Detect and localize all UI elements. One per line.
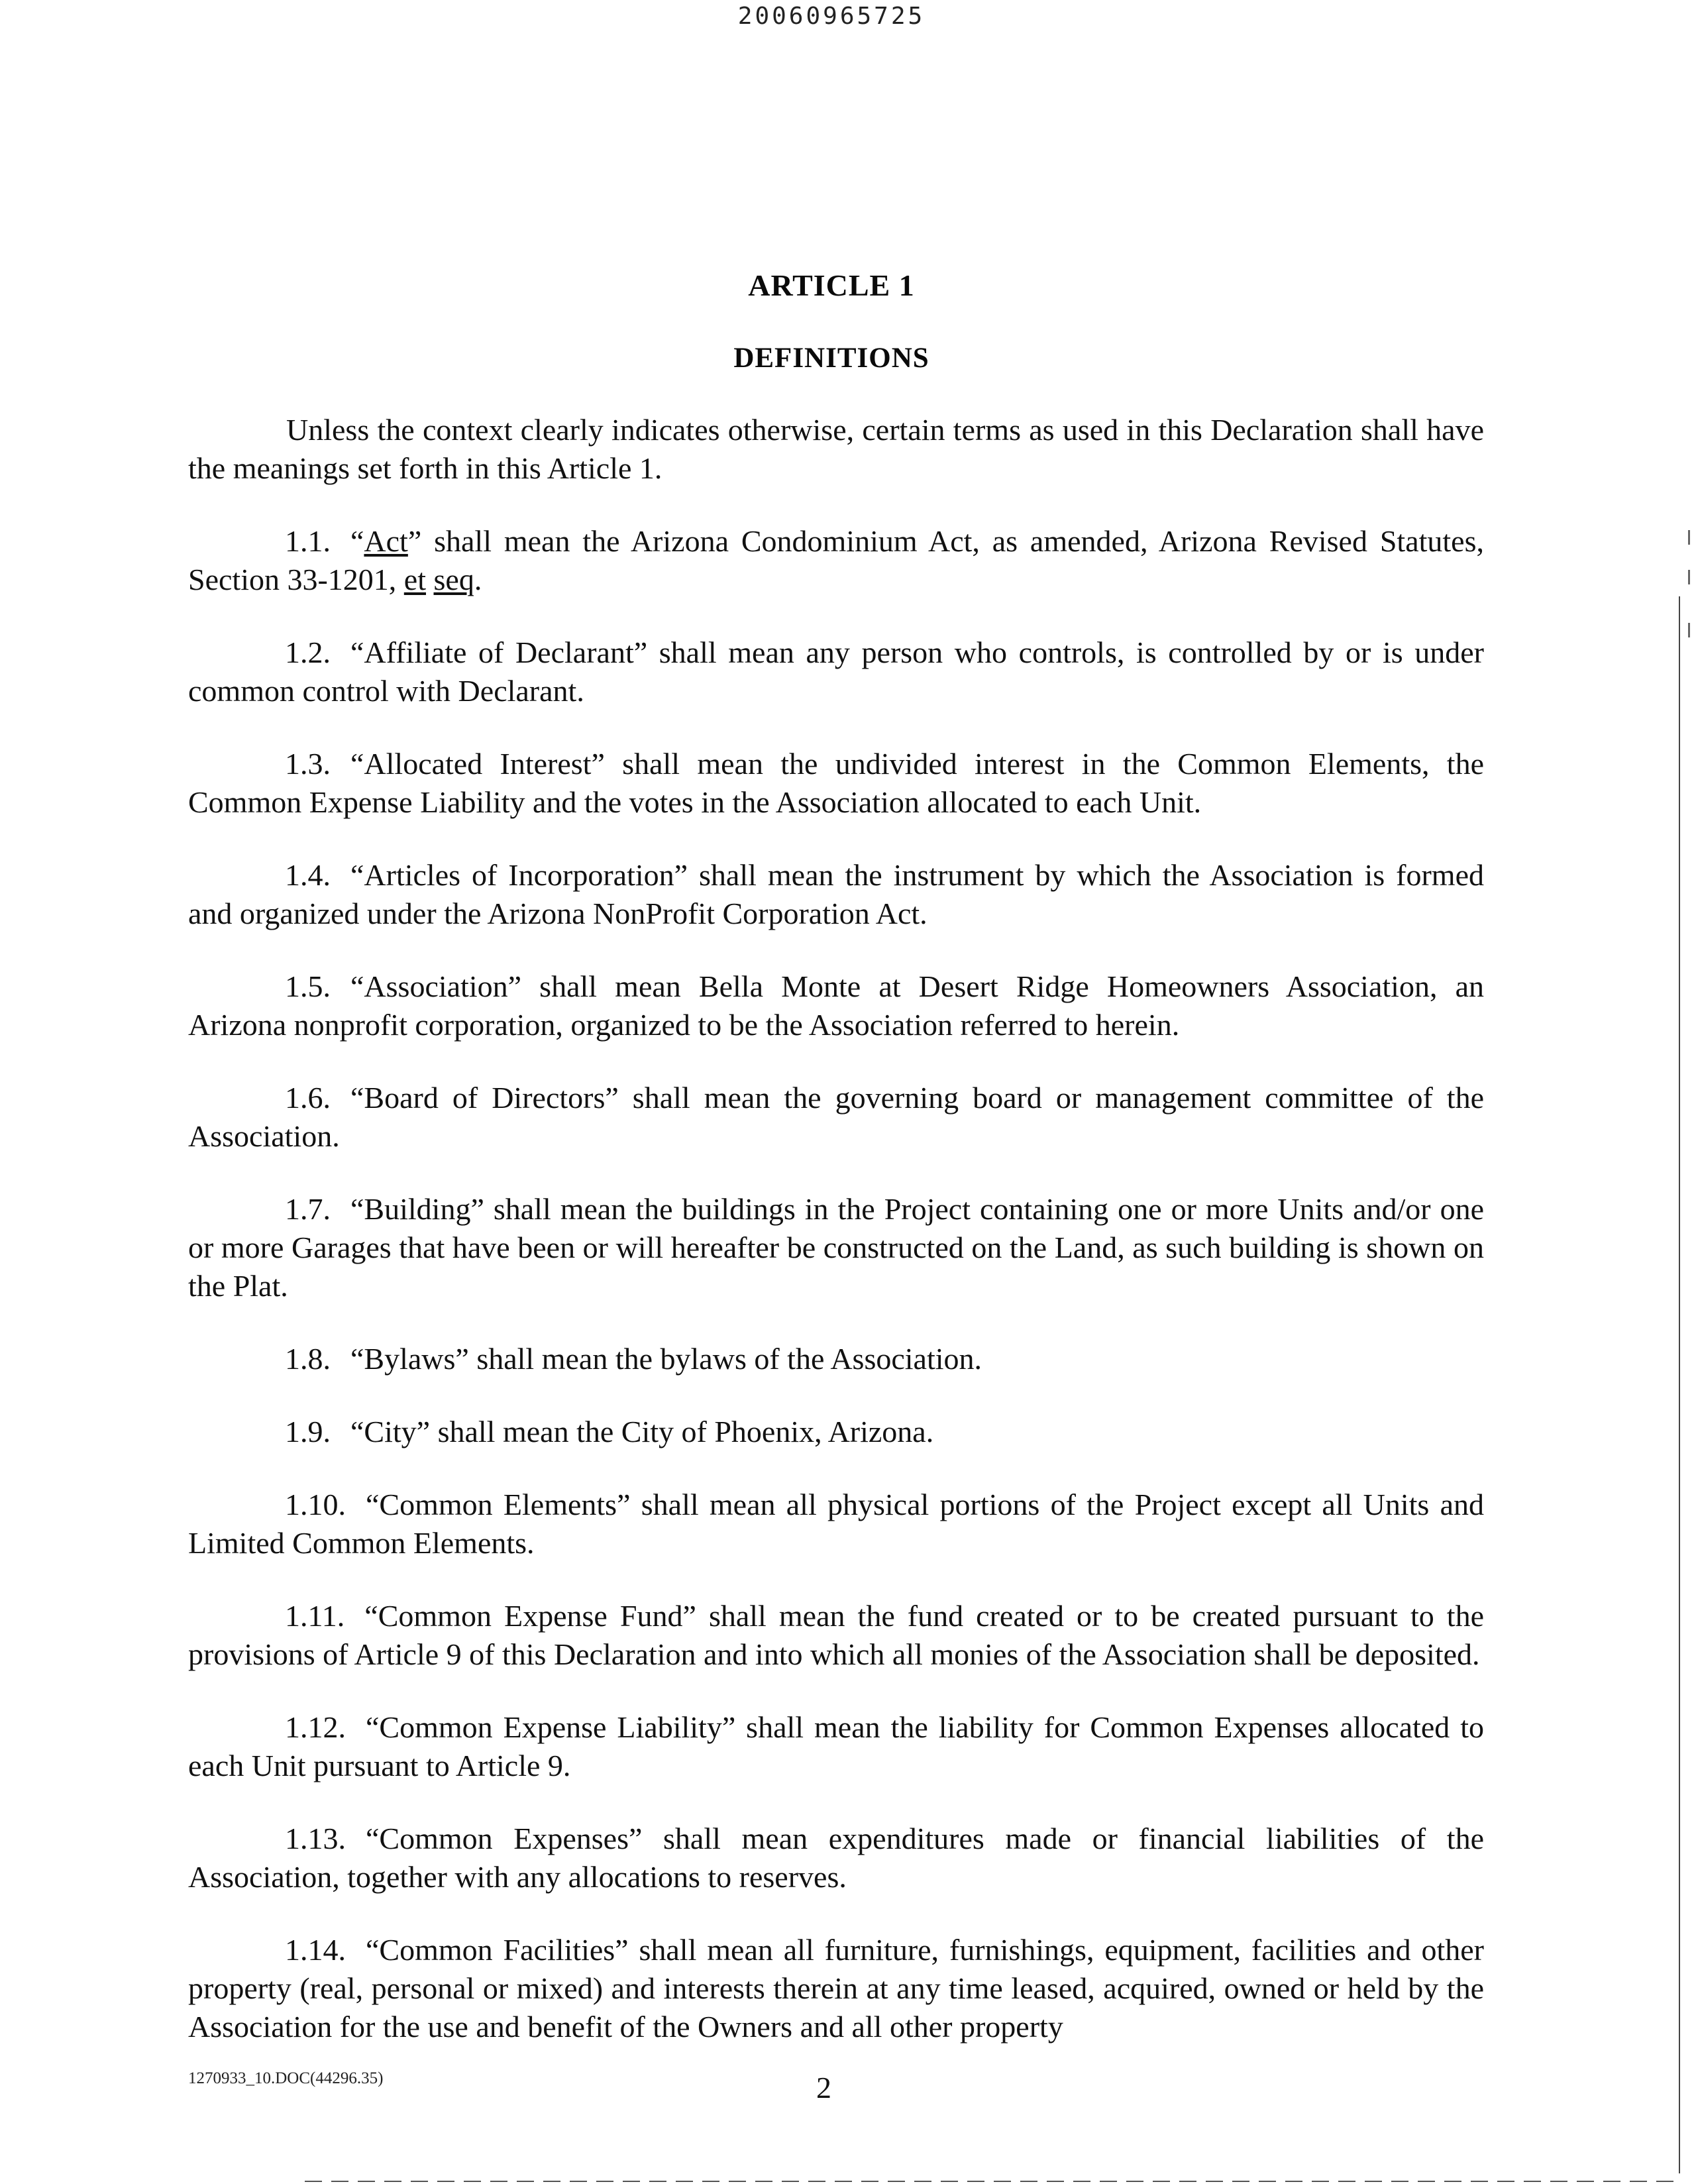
definition-number: 1.8. — [285, 1342, 331, 1376]
definition-text: “Articles of Incorporation” shall mean the instrument by which the Association is formed and organized under the Arizona NonProfit Corporation Act. — [188, 858, 1484, 930]
definition-1-6 — [188, 1079, 1484, 1156]
definition-number: 1.9. — [285, 1415, 331, 1448]
definition-1-13 — [188, 1820, 1484, 1896]
definition-text: “Common Elements” shall mean all physical portions of the Project except all Units and Limited Common Elements. — [188, 1488, 1484, 1560]
citation-et: et — [403, 563, 426, 596]
scan-mark — [1688, 530, 1690, 545]
intro-paragraph: Unless the context clearly indicates otherwise, certain terms as used in this Declaration shall have the meanings set forth in this Article 1. — [188, 413, 1484, 485]
definition-number: 1.5. — [285, 969, 331, 1003]
definition-number: 1.6. — [285, 1081, 331, 1115]
article-subtitle: DEFINITIONS — [733, 343, 929, 374]
definition-1-11 — [188, 1597, 1484, 1674]
definition-1-8 — [188, 1340, 1484, 1378]
definition-number: 1.1. — [285, 524, 331, 558]
definition-1-7 — [188, 1190, 1484, 1305]
definition-1-12 — [188, 1708, 1484, 1785]
definition-text: “Common Facilities” shall mean all furniture, furnishings, equipment, facilities and other property (real, personal or mixed) and interests therein at any time leased, acquired, owned or held by the Association for the use and benefit of the Owners and all other property — [188, 1933, 1484, 2044]
scan-mark — [1688, 570, 1690, 584]
definition-text: “Common Expense Liability” shall mean the liability for Common Expenses allocated to each Unit pursuant to Article 9. — [188, 1710, 1484, 1782]
definition-1-4 — [188, 856, 1484, 933]
recording-number: 20060965725 — [737, 3, 926, 30]
definition-1-3 — [188, 745, 1484, 822]
definition-text: ” shall mean the Arizona Condominium Act, as amended, Arizona Revised Statutes, Section 33-1201, — [188, 524, 1484, 596]
definition-text: “City” shall mean the City of Phoenix, Arizona. — [350, 1415, 934, 1448]
definition-1-1 — [188, 522, 1484, 599]
definition-number: 1.14. — [285, 1933, 346, 1967]
scan-edge-bottom — [305, 2181, 1680, 2182]
definition-number: 1.10. — [285, 1488, 346, 1521]
definition-1-14 — [188, 1931, 1484, 2046]
definition-1-9 — [188, 1413, 1484, 1451]
document-body — [188, 411, 1484, 2046]
definition-text: “Bylaws” shall mean the bylaws of the Association. — [350, 1342, 982, 1376]
definition-term: Act — [364, 524, 408, 558]
scan-mark — [1688, 623, 1690, 637]
definition-number: 1.3. — [285, 747, 331, 781]
definition-1-10 — [188, 1486, 1484, 1562]
definition-text: “Allocated Interest” shall mean the undivided interest in the Common Elements, the Common Expense Liability and the votes in the Association allocated to each Unit. — [188, 747, 1484, 819]
definition-text: “Board of Directors” shall mean the governing board or management committee of the Association. — [188, 1081, 1484, 1153]
definition-text: “Common Expenses” shall mean expenditures made or financial liabilities of the Association, together with any allocations to reserves. — [188, 1822, 1484, 1894]
definition-number: 1.2. — [285, 635, 331, 669]
definition-number: 1.11. — [285, 1599, 345, 1633]
definition-number: 1.7. — [285, 1192, 331, 1226]
article-title: ARTICLE 1 — [748, 268, 915, 302]
citation-seq: seq — [433, 563, 474, 596]
document-id-footer: 1270933_10.DOC(44296.35) — [188, 2069, 384, 2087]
definition-text: “Building” shall mean the buildings in the Project containing one or more Units and/or one or more Garages that have been or will hereafter be constructed on the Land, as such building is shown on the Plat. — [188, 1192, 1484, 1303]
definition-text: “Association” shall mean Bella Monte at Desert Ridge Homeowners Association, an Arizona nonprofit corporation, organized to be the Association referred to herein. — [188, 969, 1484, 1042]
definition-1-5 — [188, 967, 1484, 1044]
definition-text: . — [474, 563, 482, 596]
definition-text: “Common Expense Fund” shall mean the fund created or to be created pursuant to the provisions of Article 9 of this Declaration and into which all monies of the Association shall be deposited. — [188, 1599, 1484, 1671]
definition-number: 1.4. — [285, 858, 331, 892]
definition-text: “Affiliate of Declarant” shall mean any person who controls, is controlled by or is under common control with Declarant. — [188, 635, 1484, 708]
definition-1-2 — [188, 633, 1484, 710]
scan-edge-right — [1679, 596, 1680, 2173]
definition-number: 1.13. — [285, 1822, 346, 1855]
page-number: 2 — [816, 2071, 831, 2104]
definition-text: “ — [350, 524, 364, 558]
definition-number: 1.12. — [285, 1710, 346, 1744]
